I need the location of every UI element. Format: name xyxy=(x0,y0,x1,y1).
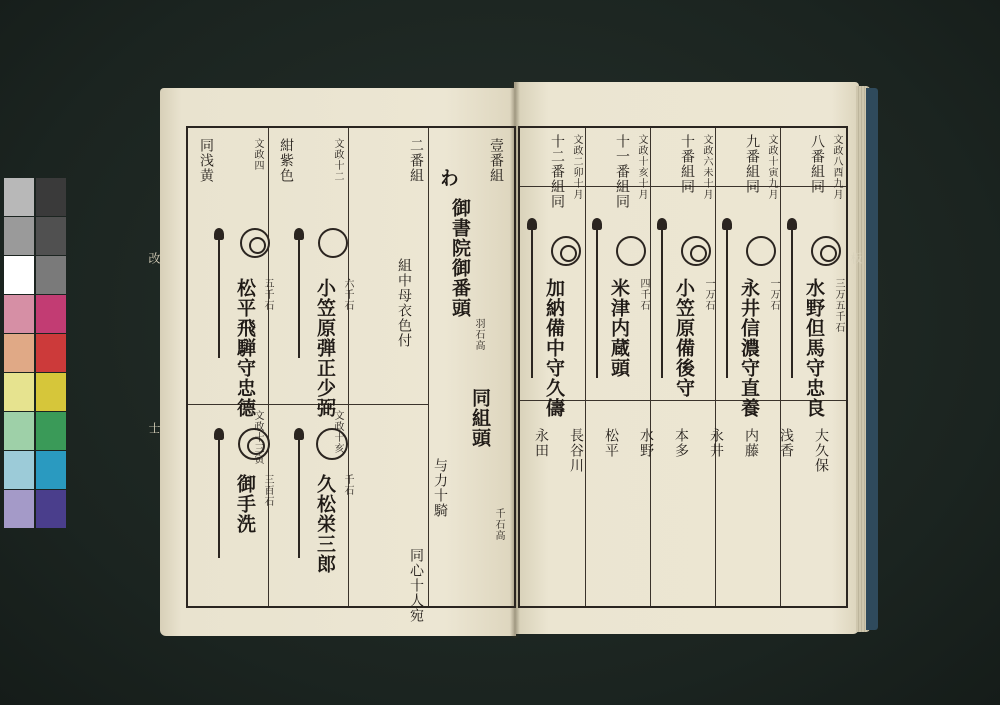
book-cover-edge xyxy=(866,88,878,630)
section-subtitle: 同組頭 xyxy=(469,388,491,448)
note: 羽石高 xyxy=(473,318,484,351)
column-rule xyxy=(428,128,429,606)
official-name: 久松栄三郎 xyxy=(314,474,336,574)
official-name: 小笠原備後守 xyxy=(673,278,695,398)
note: 組中母衣色付 xyxy=(396,258,412,348)
family-crest-icon xyxy=(681,236,711,266)
note: 同浅黄 xyxy=(198,138,214,183)
spear-standard-icon xyxy=(298,438,300,558)
column-rule xyxy=(268,128,269,606)
column-rule xyxy=(348,128,349,606)
section-title: 御書院御番頭 xyxy=(449,198,471,318)
retainer-name: 本多 xyxy=(673,428,689,458)
appointment-date: 文政十亥十月 xyxy=(636,134,647,200)
color-swatch xyxy=(4,217,34,255)
retainer-name: 大久保 xyxy=(813,428,829,473)
color-swatch xyxy=(4,451,34,489)
family-crest-icon xyxy=(616,236,646,266)
appointment-date: 文政六未十月 xyxy=(701,134,712,200)
column-rule xyxy=(715,128,716,606)
family-crest-icon xyxy=(551,236,581,266)
color-swatch xyxy=(36,373,66,411)
color-swatch xyxy=(4,373,34,411)
color-swatch xyxy=(36,412,66,450)
color-checker xyxy=(4,178,66,532)
color-swatch xyxy=(4,295,34,333)
duty-label: 壹番組 xyxy=(488,138,504,183)
note: 紺紫色 xyxy=(278,138,294,183)
stipend: 六千石 xyxy=(342,278,353,311)
stipend: 三百石 xyxy=(262,474,273,507)
color-swatch xyxy=(36,256,66,294)
column-rule xyxy=(650,128,651,606)
divider xyxy=(520,400,846,401)
page-margin-mark: 板 xyxy=(849,252,863,264)
stipend: 四千石 xyxy=(638,278,649,311)
color-swatch xyxy=(4,178,34,216)
retainer-name: 永井 xyxy=(708,428,724,458)
color-swatch xyxy=(36,295,66,333)
color-swatch xyxy=(36,490,66,528)
color-swatch xyxy=(4,412,34,450)
page-margin-mark: 改 xyxy=(147,252,161,264)
appointment-date: 文政四 xyxy=(252,138,263,171)
divider xyxy=(188,404,428,405)
color-swatch xyxy=(36,178,66,216)
appointment-date: 文政十寅九月 xyxy=(766,134,777,200)
retainer-name: 松平 xyxy=(603,428,619,458)
spear-standard-icon xyxy=(531,228,533,378)
open-book xyxy=(147,82,874,642)
spear-standard-icon xyxy=(298,238,300,358)
official-name: 松平飛騨守忠德 xyxy=(234,278,256,418)
left-page-frame xyxy=(186,126,516,623)
duty-label: 二番組 xyxy=(408,138,424,183)
note: 同心十人宛 xyxy=(408,548,424,623)
retainer-name: 水野 xyxy=(638,428,654,458)
retainer-name: 長谷川 xyxy=(568,428,584,473)
spear-standard-icon xyxy=(661,228,663,378)
retainer-name: 浅香 xyxy=(778,428,794,458)
stipend: 三万五千石 xyxy=(833,278,844,333)
note: 与力十騎 xyxy=(432,458,448,518)
official-name: 御手洗 xyxy=(234,474,256,534)
retainer-name: 永田 xyxy=(533,428,549,458)
duty-label: 十番組同 xyxy=(679,134,695,194)
duty-label: 八番組同 xyxy=(809,134,825,194)
stipend: 一万石 xyxy=(768,278,779,311)
official-name: 加納備中守久儔 xyxy=(543,278,565,418)
right-page-frame xyxy=(518,126,848,608)
page-margin-mark: 士 xyxy=(147,422,161,434)
appointment-date: 文政八酉九月 xyxy=(831,134,842,200)
spear-standard-icon xyxy=(791,228,793,378)
color-swatch xyxy=(4,256,34,294)
color-swatch xyxy=(4,490,34,528)
color-swatch xyxy=(36,451,66,489)
stipend: 五千石 xyxy=(262,278,273,311)
color-swatch xyxy=(36,334,66,372)
column-rule xyxy=(585,128,586,606)
column-rule xyxy=(780,128,781,606)
appointment-date: 文政十亥 xyxy=(332,410,343,454)
duty-label: 十二番組同 xyxy=(549,134,565,209)
family-crest-icon xyxy=(318,228,348,258)
color-swatch xyxy=(4,334,34,372)
spear-standard-icon xyxy=(726,228,728,378)
family-crest-icon xyxy=(240,228,270,258)
spear-standard-icon xyxy=(218,238,220,358)
spear-standard-icon xyxy=(596,228,598,378)
note: 千石高 xyxy=(493,508,504,541)
family-crest-icon xyxy=(746,236,776,266)
duty-label: 九番組同 xyxy=(744,134,760,194)
appointment-date: 文政二卯十月 xyxy=(571,134,582,200)
family-crest-icon xyxy=(811,236,841,266)
spear-standard-icon xyxy=(218,438,220,558)
stipend: 千石 xyxy=(342,474,353,496)
official-name: 永井信濃守直養 xyxy=(738,278,760,418)
official-name: 水野但馬守忠良 xyxy=(803,278,825,418)
official-name: 米津内蔵頭 xyxy=(608,278,630,378)
section-kana-mark: わ xyxy=(437,168,459,188)
retainer-name: 内藤 xyxy=(743,428,759,458)
appointment-date: 文政十二 xyxy=(332,138,343,182)
official-name: 小笠原弾正少弼 xyxy=(314,278,336,418)
appointment-date: 文政十三寅 xyxy=(252,410,263,465)
color-swatch xyxy=(36,217,66,255)
duty-label: 十一番組同 xyxy=(614,134,630,209)
stipend: 一万石 xyxy=(703,278,714,311)
